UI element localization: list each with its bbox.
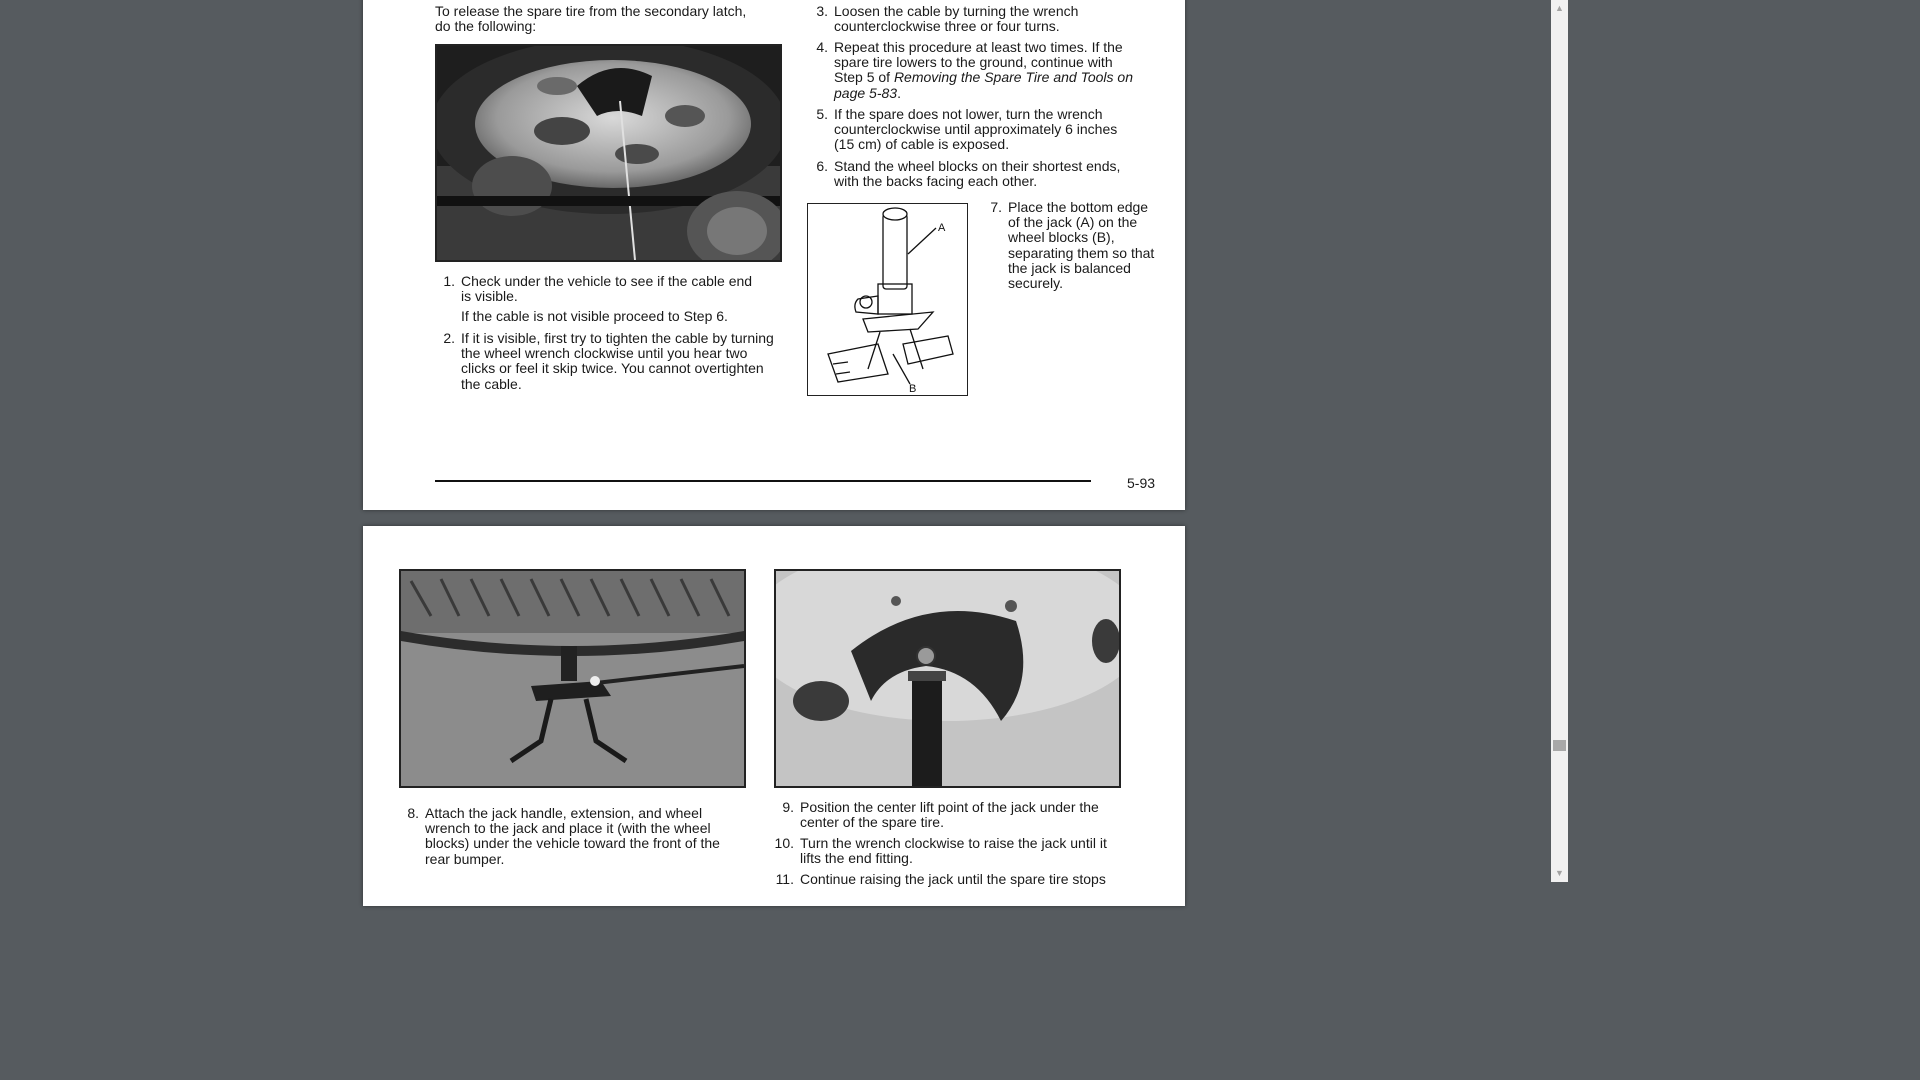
scrollbar-thumb[interactable]	[1553, 740, 1566, 751]
arrow-down-icon[interactable]: ▼	[1555, 868, 1564, 878]
cross-reference-link: Removing the Spare Tire and Tools on page 5-83	[834, 69, 1133, 101]
step-2: 2. If it is visible, first try to tighten the cable by turning the wheel wrench clockwise until you hear two clicks or feel it skip twice. You cannot overtighten the cable.	[443, 330, 774, 392]
arrow-up-icon[interactable]: ▲	[1555, 3, 1564, 13]
spare-tire-underbody-photo	[435, 44, 782, 262]
step-3: 3. Loosen the cable by turning the wrench counterclockwise three or four turns.	[816, 3, 1079, 35]
jack-on-wheel-blocks-figure	[807, 203, 968, 396]
footer-rule	[435, 480, 1091, 482]
label-a: A	[938, 222, 946, 234]
step-5: 5. If the spare does not lower, turn the wrench counterclockwise until approximately 6 inches (15 cm) of cable is exposed.	[816, 106, 1118, 153]
step-4: 4. Repeat this procedure at least two times. If the spare tire lowers to the ground, continue with Step 5 of Removing the Spare Tire and Tools on page 5-83.	[816, 39, 1133, 101]
step-1-note: If the cable is not visible proceed to Step 6.	[461, 308, 728, 324]
jack-at-spare-center-photo	[774, 569, 1121, 788]
jack-under-vehicle-photo	[399, 569, 746, 788]
step-6: 6. Stand the wheel blocks on their shortest ends, with the backs facing each other.	[816, 158, 1121, 190]
document-page-5-93	[363, 0, 1185, 510]
step-7: 7. Place the bottom edge of the jack (A) on the wheel blocks (B), separating them so that the jack is balanced securely.	[990, 199, 1155, 292]
step-10: 10. Turn the wrench clockwise to raise the jack until it lifts the end fitting.	[774, 835, 1107, 867]
page-number: 5-93	[1127, 475, 1156, 491]
step-11: 11. Continue raising the jack until the spare tire stops	[775, 871, 1106, 887]
vertical-scrollbar[interactable]	[1551, 0, 1568, 882]
step-9: 9. Position the center lift point of the jack under the center of the spare tire.	[782, 799, 1099, 831]
document-page-5-94	[363, 526, 1185, 906]
step-1: 1. Check under the vehicle to see if the cable end is visible.	[443, 273, 753, 305]
label-b: B	[909, 383, 917, 394]
intro-paragraph: To release the spare tire from the secondary latch, do the following:	[435, 3, 747, 35]
step-8: 8. Attach the jack handle, extension, and wheel wrench to the jack and place it (with the wheel blocks) under the vehicle toward the front of the rear bumper.	[407, 805, 720, 867]
